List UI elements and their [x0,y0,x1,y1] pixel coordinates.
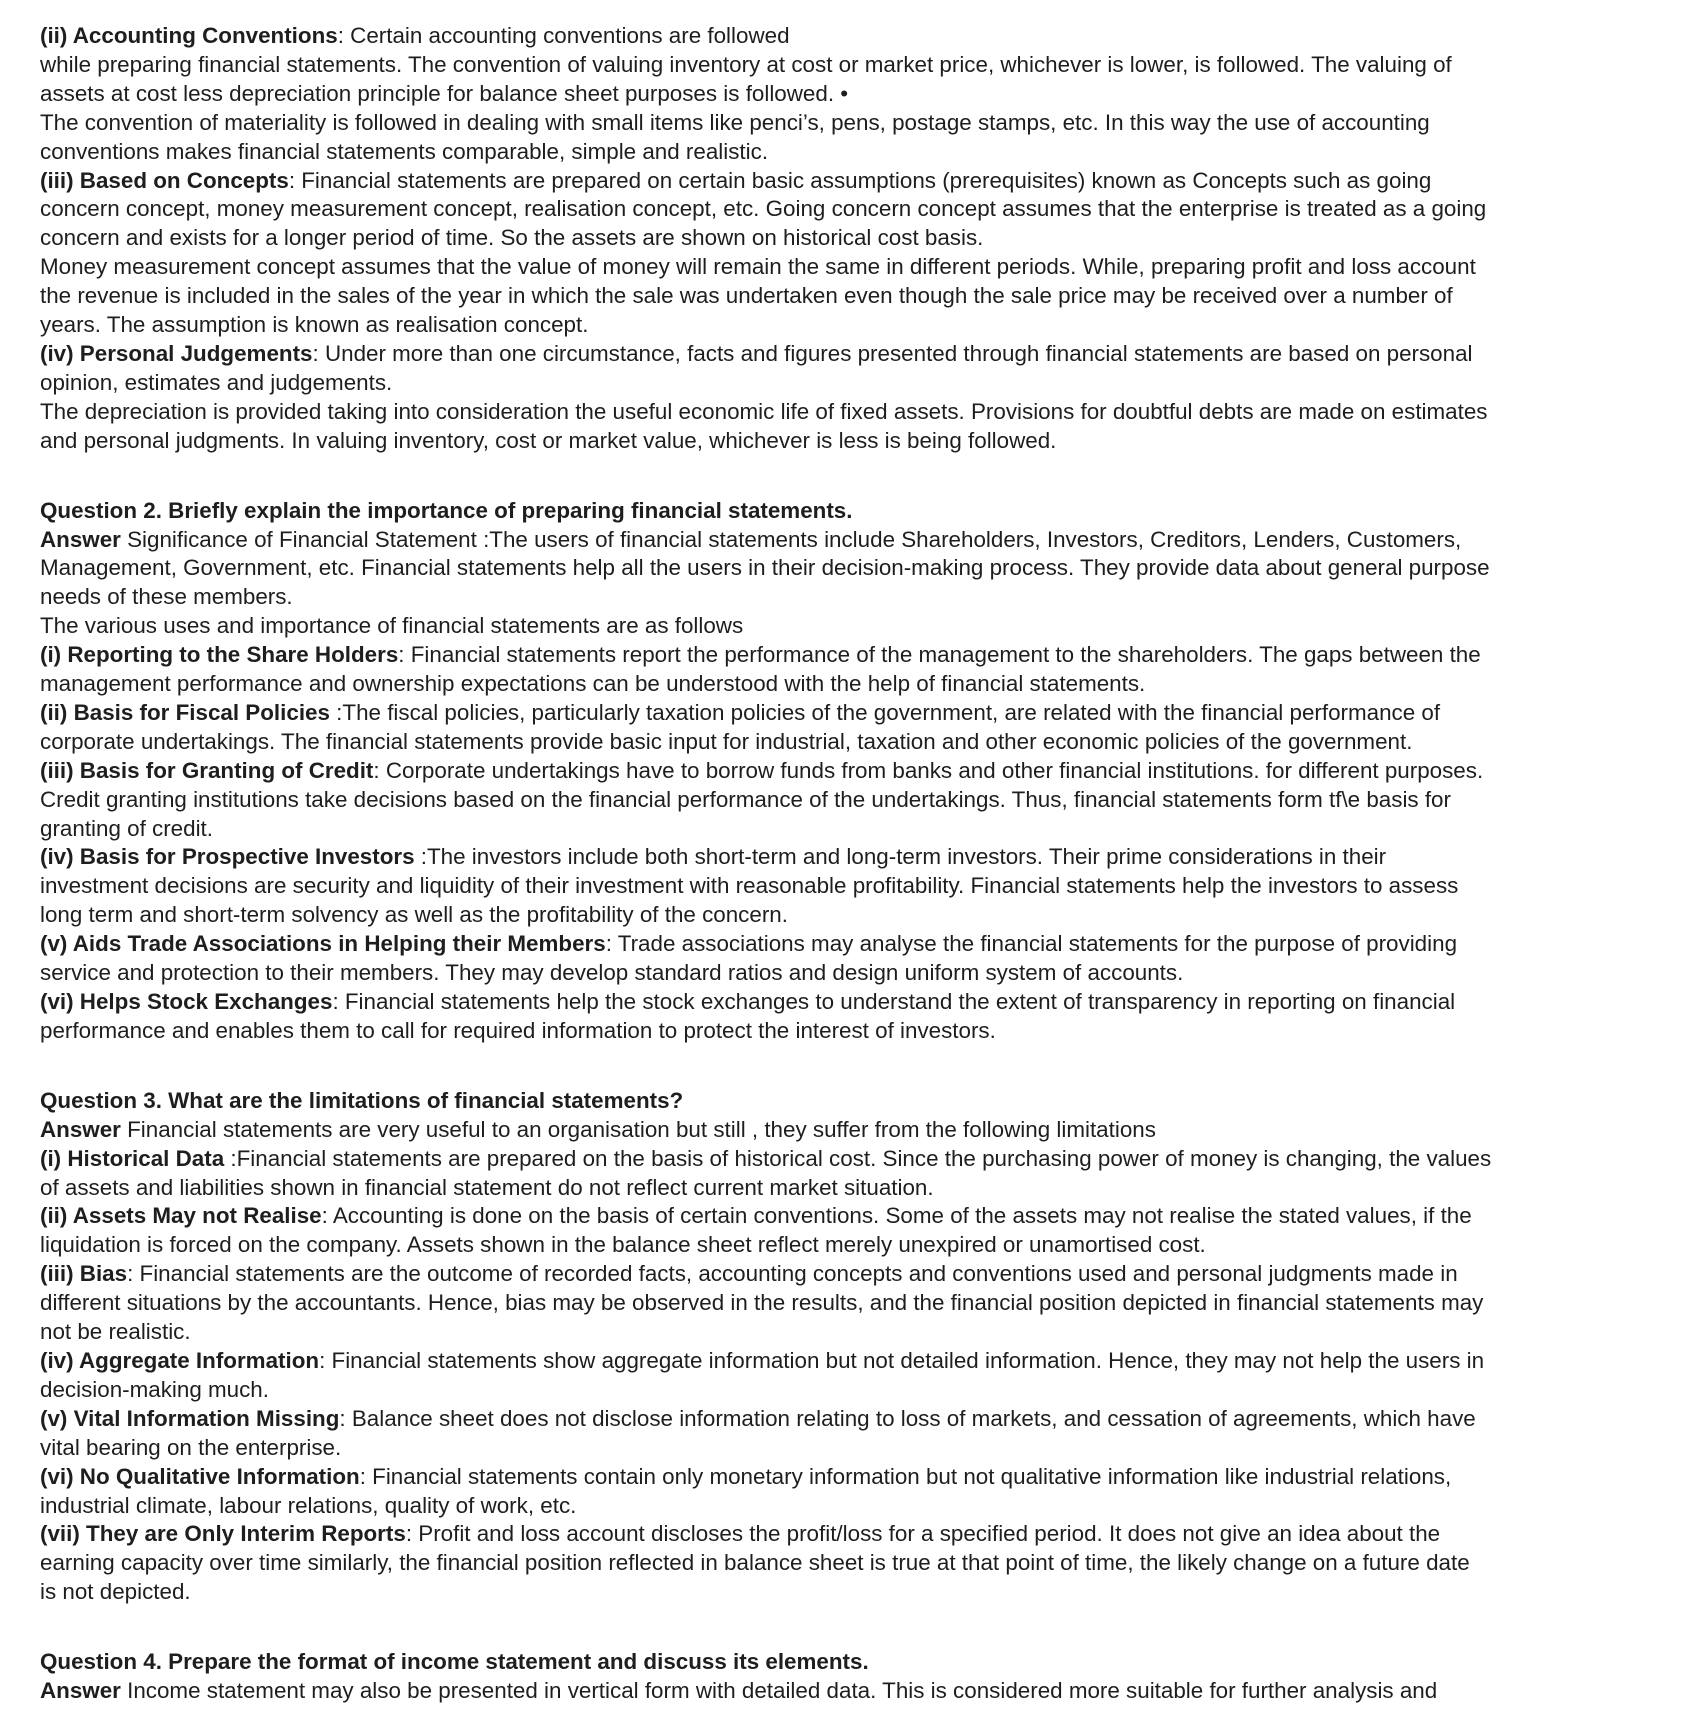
item-label: (vii) They are Only Interim Reports [40,1521,406,1547]
item-helps-stock-exchanges: (vi) Helps Stock Exchanges: Financial statements help the stock exchanges to understand the extent of transparency in reporting on financial performance and enables them to call for required information to protect the interest of investors. [40,989,1456,1043]
question-4: Question 4. Prepare the format of income statement and discuss its elements. Answer Income statement may also be presented in vertical form with detailed data. This is considered more suitable for further analysis and [40,1648,1676,1706]
item-only-interim-reports: (vii) They are Only Interim Reports: Profit and loss account discloses the profit/loss for a specified period. It does not give an idea about the earning capacity over time similarly, the financial position reflected in balance sheet is true at that point of time, the likely change on a future date is not depicted. [40,1521,1470,1605]
item-basis-for-prospective-investors: (iv) Basis for Prospective Investors :The investors include both short-term and long-term investors. Their prime considerations in their investment decisions are security and liquidity of their investment with reasonable profitability. Financial statements help the investors to assess long term and short-term solvency as well as the profitability of the concern. [40,844,1459,928]
item-vital-information-missing: (v) Vital Information Missing: Balance sheet does not disclose information relating to loss of markets, and cessation of agreements, which have vital bearing on the enterprise. [40,1405,1476,1460]
item-aggregate-information: (iv) Aggregate Information: Financial statements show aggregate information but not detailed information. Hence, they may not help the users in decision-making much. [40,1347,1485,1402]
question-2: Question 2. Briefly explain the importance of preparing financial statements. Answer Significance of Financial Statement :The users of financial statements include Shareholders, Investors, Creditors, Lenders, Customers, Management, Government, etc. Financial statements help all the users in their decision-making process. They provide data about general purpose needs of these members. The various uses and importance of financial statements are as follows (i) Reporting to the Share Holders: Financial statements report the performance of the management to the shareholders. The gaps between the management performance and ownership expectations can be understood with the help of financial statements. (ii) Basis for Fiscal Policies :The fiscal policies, particularly taxation policies of the government, are related with the financial performance of corporate undertakings. The financial statements provide basic input for industrial, taxation and other economic policies of the government. (iii) Basis for Granting of Credit: Corporate undertakings have to borrow funds from banks and other financial institutions. for different purposes. Credit granting institutions take decisions based on the financial performance of the undertakings. Thus, financial statements form tf\e basis for granting of credit. (iv) Basis for Prospective Investors :The investors include both short-term and long-term investors. Their prime considerations in their investment decisions are security and liquidity of their investment with reasonable profitability. Financial statements help the investors to assess long term and short-term solvency as well as the profitability of the concern. (v) Aids Trade Associations in Helping their Members: Trade associations may analyse the financial statements for the purpose of providing service and protection to their members. They may develop standard ratios and design uniform system of accounts. (vi) Helps Stock Exchanges: Financial statements help the stock exchanges to understand the extent of transparency in reporting on financial performance and enables them to call for required information to protect the interest of investors. [40,497,1676,1046]
item-label: (vi) Helps Stock Exchanges [40,989,333,1014]
item-label: (vi) No Qualitative Information [40,1463,360,1489]
item-accounting-conventions: (ii) Accounting Conventions: Certain accounting conventions are followed while preparing financial statements. The convention of valuing inventory at cost or market price, whichever is lower, is followed. The valuing of assets at cost less depreciation principle for balance sheet purposes is followed. • The convention of materiality is followed in dealing with small items like penci’s, pens, postage stamps, etc. In this way the use of accounting conventions makes financial statements comparable, simple and realistic. [40,23,1452,164]
item-aids-trade-associations: (v) Aids Trade Associations in Helping their Members: Trade associations may analyse the financial statements for the purpose of providing service and protection to their members. They may develop standard ratios and design uniform system of accounts. [40,931,1458,986]
item-label: (v) Aids Trade Associations in Helping their Members [40,931,606,957]
item-based-on-concepts: (iii) Based on Concepts: Financial statements are prepared on certain basic assumptions (prerequisites) known as Concepts such as going concern concept, money measurement concept, realisation concept, etc. Going concern concept assumes that the enterprise is treated as a going concern and exists for a longer period of time. So the assets are shown on historical cost basis. Money measurement concept assumes that the value of money will remain the same in different periods. While, preparing profit and loss account the revenue is included in the sales of the year in which the sale was undertaken even though the sale price may be received over a number of years. The assumption is known as realisation concept. [40,167,1487,338]
item-assets-may-not-realise: (ii) Assets May not Realise: Accounting is done on the basis of certain conventions. Some of the assets may not realise the stated values, if the liquidation is forced on the company. Assets shown in the balance sheet reflect merely unexpired or unamortised cost. [40,1203,1472,1258]
item-basis-for-fiscal-policies: (ii) Basis for Fiscal Policies :The fiscal policies, particularly taxation policies of the government, are related with the financial performance of corporate undertakings. The financial statements provide basic input for industrial, taxation and other economic policies of the government. [40,699,1441,754]
item-label: (iv) Basis for Prospective Investors [40,844,415,870]
item-label: (iii) Basis for Granting of Credit [40,757,374,783]
item-personal-judgements: (iv) Personal Judgements: Under more than one circumstance, facts and figures presented through financial statements are based on personal opinion, estimates and judgements. The depreciation is provided taking into consideration the useful economic life of fixed assets. Provisions for doubtful debts are made on estimates and personal judgments. In valuing inventory, cost or market value, whichever is less is being followed. [40,340,1488,453]
answer-label: Answer [40,526,121,552]
item-label: (iv) Aggregate Information [40,1347,320,1373]
item-label: (i) Historical Data [40,1145,225,1171]
item-historical-data: (i) Historical Data :Financial statements are prepared on the basis of historical cost. Since the purchasing power of money is changing, the values of assets and liabilities shown in financial statement do not reflect current market situation. [40,1145,1492,1200]
question-title: Question 2. Briefly explain the importance of preparing financial statements. [40,497,853,523]
answer-label: Answer [40,1116,121,1142]
question-title: Question 3. What are the limitations of financial statements? [40,1087,684,1113]
item-label: (ii) Basis for Fiscal Policies [40,699,330,725]
section-spacer [40,456,1676,497]
question-3: Question 3. What are the limitations of financial statements? Answer Financial statements are very useful to an organisation but still , they suffer from the following limitations (i) Historical Data :Financial statements are prepared on the basis of historical cost. Since the purchasing power of money is changing, the values of assets and liabilities shown in financial statement do not reflect current market situation. (ii) Assets May not Realise: Accounting is done on the basis of certain conventions. Some of the assets may not realise the stated values, if the liquidation is forced on the company. Assets shown in the balance sheet reflect merely unexpired or unamortised cost. (iii) Bias: Financial statements are the outcome of recorded facts, accounting concepts and conventions used and personal judgments made in different situations by the accountants. Hence, bias may be observed in the results, and the financial position depicted in financial statements may not be realistic. (iv) Aggregate Information: Financial statements show aggregate information but not detailed information. Hence, they may not help the users in decision-making much. (v) Vital Information Missing: Balance sheet does not disclose information relating to loss of markets, and cessation of agreements, which have vital bearing on the enterprise. (vi) No Qualitative Information: Financial statements contain only monetary information but not qualitative information like industrial relations, industrial climate, labour relations, quality of work, etc. (vii) They are Only Interim Reports: Profit and loss account discloses the profit/loss for a specified period. It does not give an idea about the earning capacity over time similarly, the financial position reflected in balance sheet is true at that point of time, the likely change on a future date is not depicted. [40,1087,1676,1607]
item-label: (ii) Assets May not Realise [40,1203,322,1229]
question-title: Question 4. Prepare the format of income statement and discuss its elements. [40,1649,869,1675]
item-label: (iv) Personal Judgements [40,340,313,366]
section-spacer [40,1607,1676,1648]
item-basis-for-granting-credit: (iii) Basis for Granting of Credit: Corporate undertakings have to borrow funds from banks and other financial institutions. for different purposes. Credit granting institutions take decisions based on the financial performance of the undertakings. Thus, financial statements form tf\e basis for granting of credit. [40,757,1484,841]
item-no-qualitative-information: (vi) No Qualitative Information: Financial statements contain only monetary information but not qualitative information like industrial relations, industrial climate, labour relations, quality of work, etc. [40,1463,1452,1518]
item-label: (i) Reporting to the Share Holders [40,642,399,668]
item-bias: (iii) Bias: Financial statements are the outcome of recorded facts, accounting concepts and conventions used and personal judgments made in different situations by the accountants. Hence, bias may be observed in the results, and the financial position depicted in financial statements may not be realistic. [40,1261,1484,1345]
item-reporting-to-share-holders: (i) Reporting to the Share Holders: Financial statements report the performance of the management to the shareholders. The gaps between the management performance and ownership expectations can be understood with the help of financial statements. [40,642,1481,697]
item-label: (ii) Accounting Conventions [40,23,338,48]
section-spacer [40,1046,1676,1087]
item-label: (iii) Based on Concepts [40,167,289,193]
answer-label: Answer [40,1678,121,1704]
item-label: (iii) Bias [40,1261,128,1287]
item-label: (v) Vital Information Missing [40,1405,340,1431]
